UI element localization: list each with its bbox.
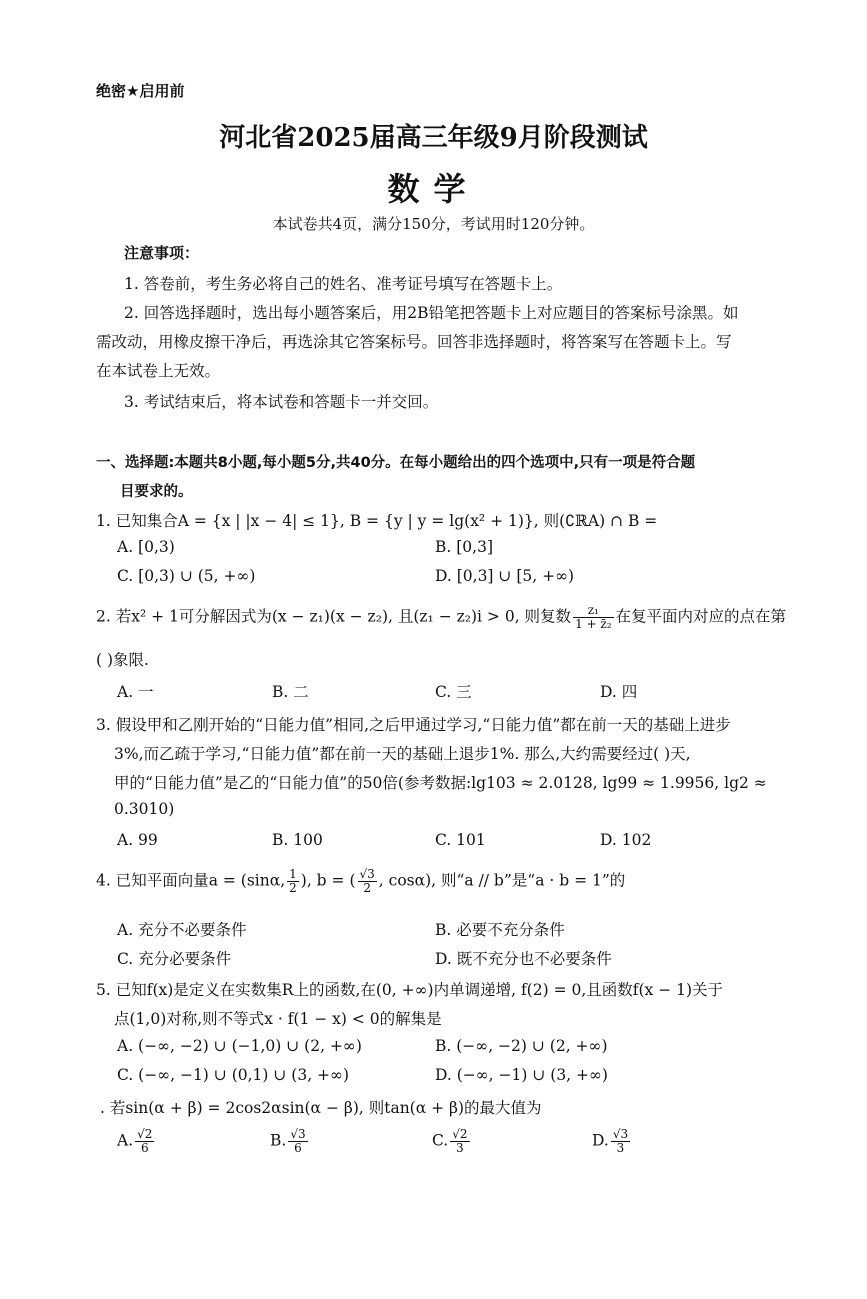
q6-c-den: 3 <box>456 1141 464 1155</box>
q6-d-label: D. <box>592 1131 609 1150</box>
q6-option-d <box>592 1128 632 1155</box>
q4-option-c: C. 充分必要条件 <box>117 950 232 968</box>
q4-option-b: B. 必要不充分条件 <box>435 921 565 939</box>
q2-option-a: A. 一 <box>117 683 154 701</box>
question-5-line: 点(1,0)对称,则不等式x · f(1 − x) < 0的解集是 <box>114 1010 442 1028</box>
note-item: 3. 考试结束后，将本试卷和答题卡一并交回。 <box>124 393 439 411</box>
question-2-stem <box>96 604 786 631</box>
question-3-line: 甲的“日能力值”是乙的“日能力值”的50倍(参考数据:lg103 ≈ 2.0128, lg99 ≈ 1.9956, lg2 ≈ <box>114 774 767 792</box>
question-3-line: 3%,而乙疏于学习,“日能力值”都在前一天的基础上退步1%. 那么,大约需要经过( )天, <box>114 745 691 763</box>
question-4-stem <box>96 868 625 895</box>
q2-fraction <box>573 604 613 631</box>
question-1-stem: 1. 已知集合A = {x | |x − 4| ≤ 1}, B = {y | y = lg(x² + 1)}, 则(∁ℝA) ∩ B = <box>96 512 658 530</box>
question-6-stem: . 若sin(α + β) = 2cos2αsin(α − β), 则tan(α + β)的最大值为 <box>100 1099 542 1117</box>
section-heading-cont: 目要求的。 <box>120 484 193 500</box>
q6-c-num: √2 <box>452 1127 468 1141</box>
q1-option-a: A. [0,3) <box>117 538 175 556</box>
q2-stem-pre: 2. 若x² + 1可分解因式为(x − z₁)(x − z₂), 且(z₁ − z₂)i > 0, 则复数 <box>96 607 572 626</box>
exam-info: 本试卷共4页，满分150分，考试用时120分钟。 <box>272 215 595 233</box>
confidential-mark: 绝密★启用前 <box>96 82 185 100</box>
q6-c-fraction <box>450 1128 469 1155</box>
q6-option-c <box>432 1128 472 1155</box>
note-item: 1. 答卷前，考生务必将自己的姓名、准考证号填写在答题卡上。 <box>124 275 563 293</box>
q1-option-b: B. [0,3] <box>435 538 493 556</box>
q6-a-fraction <box>135 1128 154 1155</box>
q6-d-den: 3 <box>616 1141 625 1155</box>
q6-b-label: B. <box>270 1131 287 1150</box>
q4-f1-den: 2 <box>289 881 297 895</box>
q1-option-c: C. [0,3) ∪ (5, +∞) <box>117 567 256 585</box>
q3-option-b: B. 100 <box>272 831 323 849</box>
q4-f2-den: 2 <box>363 881 371 895</box>
q5-option-b: B. (−∞, −2) ∪ (2, +∞) <box>435 1037 608 1055</box>
q4-fraction-half <box>287 868 299 895</box>
q6-a-num: √2 <box>137 1127 153 1141</box>
q6-option-a <box>117 1128 156 1155</box>
q2-option-d: D. 四 <box>600 683 638 701</box>
note-item: 2. 回答选择题时，选出每小题答案后，用2B铅笔把答题卡上对应题目的答案标号涂黑。如 <box>124 304 739 322</box>
q6-b-num: √3 <box>290 1127 306 1141</box>
q6-d-num: √3 <box>612 1127 629 1141</box>
question-3-line: 3. 假设甲和乙刚开始的“日能力值”相同,之后甲通过学习,“日能力值”都在前一天的基础上进步 <box>96 716 731 734</box>
q3-option-c: C. 101 <box>435 831 486 849</box>
section-heading: 一、选择题:本题共8小题,每小题5分,共40分。在每小题给出的四个选项中,只有一项是符合题 <box>96 455 696 471</box>
q5-option-d: D. (−∞, −1) ∪ (3, +∞) <box>435 1066 608 1084</box>
q2-option-b: B. 二 <box>272 683 309 701</box>
q4-f1-num: 1 <box>289 867 297 881</box>
q6-b-den: 6 <box>294 1141 302 1155</box>
q4-stem-pre: 4. 已知平面向量a = (sinα, <box>96 871 286 890</box>
question-5-line: 5. 已知f(x)是定义在实数集R上的函数,在(0, +∞)内单调递增, f(2) = 0,且函数f(x − 1)关于 <box>96 981 724 999</box>
q4-fraction-root3 <box>358 868 377 895</box>
q6-d-fraction <box>611 1128 630 1155</box>
q5-option-c: C. (−∞, −1) ∪ (0,1) ∪ (3, +∞) <box>117 1066 349 1084</box>
q1-option-d: D. [0,3] ∪ [5, +∞) <box>435 567 575 585</box>
q3-option-d: D. 102 <box>600 831 652 849</box>
q2-option-c: C. 三 <box>435 683 472 701</box>
notes-title: 注意事项： <box>124 244 200 262</box>
q4-stem-mid: ), b = ( <box>300 871 356 890</box>
q6-option-b <box>270 1128 310 1155</box>
q5-option-a: A. (−∞, −2) ∪ (−1,0) ∪ (2, +∞) <box>117 1037 362 1055</box>
exam-title: 河北省2025届高三年级9月阶段测试 <box>219 123 648 153</box>
note-item: 在本试卷上无效。 <box>96 362 221 380</box>
q2-frac-num: z₁ <box>573 604 613 618</box>
q6-a-den: 6 <box>140 1141 149 1155</box>
q4-option-d: D. 既不充分也不必要条件 <box>435 950 612 968</box>
q4-option-a: A. 充分不必要条件 <box>117 921 247 939</box>
question-2-stem-cont: ( )象限. <box>96 651 149 669</box>
q2-stem-post: 在复平面内对应的点在第 <box>615 607 787 626</box>
q4-f2-num: √3 <box>359 867 375 881</box>
q4-stem-post: , cosα), 则“a // b”是“a · b = 1”的 <box>378 871 626 890</box>
subject-title: 数学 <box>387 170 480 208</box>
q2-frac-den: 1 + z̄₂ <box>575 617 612 631</box>
q6-a-label: A. <box>117 1131 134 1150</box>
question-3-line: 0.3010) <box>114 800 175 818</box>
q6-b-fraction <box>288 1128 307 1155</box>
q6-c-label: C. <box>432 1131 449 1150</box>
note-item: 需改动，用橡皮擦干净后，再选涂其它答案标号。回答非选择题时，将答案写在答题卡上。写 <box>96 333 732 351</box>
q3-option-a: A. 99 <box>117 831 158 849</box>
